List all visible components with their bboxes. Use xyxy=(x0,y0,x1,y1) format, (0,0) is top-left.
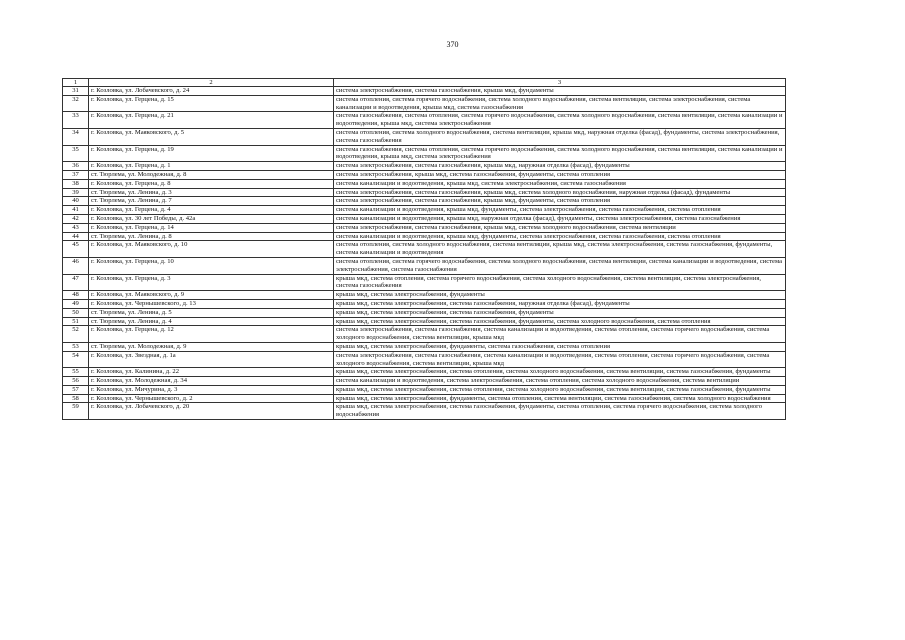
table-row xyxy=(63,112,786,129)
table-row xyxy=(63,308,786,317)
row-address: г. Козловка, ул. Чернышевского, д. 2 xyxy=(89,394,334,403)
row-address: г. Козловка, ул. Маяковского, д. 5 xyxy=(89,128,334,145)
table-row xyxy=(63,299,786,308)
row-number: 31 xyxy=(63,87,89,96)
table-row xyxy=(63,317,786,326)
table-row xyxy=(63,87,786,96)
row-number: 58 xyxy=(63,394,89,403)
table-row xyxy=(63,179,786,188)
table-row xyxy=(63,223,786,232)
table-row xyxy=(63,326,786,343)
column-header-address: 2 xyxy=(89,79,334,87)
row-address: г. Козловка, ул. Чернышевского, д. 13 xyxy=(89,299,334,308)
row-systems: система канализации и водоотведения, система электроснабжения, система отопления, система холодного водоснабжения, система вентиляции xyxy=(334,377,786,386)
row-number: 49 xyxy=(63,299,89,308)
row-number: 46 xyxy=(63,257,89,274)
row-address: г. Козловка, ул. Звездная, д. 1а xyxy=(89,351,334,368)
table-row xyxy=(63,291,786,300)
row-address: г. Козловка, ул. Молодежная, д. 34 xyxy=(89,377,334,386)
table-row xyxy=(63,403,786,420)
row-number: 48 xyxy=(63,291,89,300)
table-row xyxy=(63,232,786,241)
row-systems: система электроснабжения, система газоснабжения, крыша мкд, наружная отделка (фасад), фундаменты xyxy=(334,162,786,171)
row-address: г. Козловка, ул. Мичурина, д. 3 xyxy=(89,385,334,394)
row-systems: крыша мкд, система электроснабжения, система отопления, система холодного водоснабжения, система вентиляции, система газоснабжения, фундаменты xyxy=(334,368,786,377)
row-number: 35 xyxy=(63,145,89,162)
row-address: ст. Тюрлема, ул. Ленина, д. 5 xyxy=(89,308,334,317)
row-systems: система электроснабжения, система газоснабжения, крыша мкд, система холодного водоснабжения, система вентиляции xyxy=(334,223,786,232)
row-systems: система канализации и водоотведения, крыша мкд, фундаменты, система электроснабжения, система газоснабжения, система отопления xyxy=(334,232,786,241)
table-row xyxy=(63,274,786,291)
row-address: ст. Тюрлема, ул. Молодежная, д. 9 xyxy=(89,342,334,351)
row-systems: крыша мкд, система электроснабжения, система газоснабжения, фундаменты xyxy=(334,308,786,317)
row-number: 39 xyxy=(63,188,89,197)
building-systems-table xyxy=(62,78,786,420)
row-address: ст. Тюрлема, ул. Ленина, д. 3 xyxy=(89,188,334,197)
table-row xyxy=(63,170,786,179)
table-row xyxy=(63,128,786,145)
row-address: г. Козловка, ул. Лобачевского, д. 24 xyxy=(89,87,334,96)
row-systems: крыша мкд, система электроснабжения, фундаменты, система отопления, система вентиляции, система газоснабжения, система холодного водоснабжения xyxy=(334,394,786,403)
row-systems: система электроснабжения, система газоснабжения, система канализации и водоотведения, система отопления, система горячего водоснабжения, система холодного водоснабжения, система вентиляции, крыша мкд xyxy=(334,351,786,368)
row-number: 55 xyxy=(63,368,89,377)
row-systems: система отопления, система холодного водоснабжения, система вентиляции, крыша мкд, наружная отделка (фасад), фундаменты, система электроснабжения, система газоснабжения xyxy=(334,128,786,145)
table-row xyxy=(63,394,786,403)
row-address: ст. Тюрлема, ул. Ленина, д. 8 xyxy=(89,232,334,241)
row-number: 32 xyxy=(63,95,89,112)
row-number: 34 xyxy=(63,128,89,145)
row-address: г. Козловка, ул. Герцена, д. 1 xyxy=(89,162,334,171)
table-row xyxy=(63,197,786,206)
row-systems: система электроснабжения, система газоснабжения, система канализации и водоотведения, система отопления, система горячего водоснабжения, система холодного водоснабжения, система вентиляции, крыша мкд xyxy=(334,326,786,343)
table-row xyxy=(63,241,786,258)
row-address: г. Козловка, ул. Герцена, д. 21 xyxy=(89,112,334,129)
table-row xyxy=(63,95,786,112)
row-number: 56 xyxy=(63,377,89,386)
row-systems: крыша мкд, система электроснабжения, система газоснабжения, наружная отделка (фасад), фундаменты xyxy=(334,299,786,308)
table-header-row xyxy=(63,79,786,87)
column-header-systems: 3 xyxy=(334,79,786,87)
row-address: ст. Тюрлема, ул. Ленина, д. 4 xyxy=(89,317,334,326)
column-header-number: 1 xyxy=(63,79,89,87)
row-number: 37 xyxy=(63,170,89,179)
row-systems: крыша мкд, система электроснабжения, система отопления, система холодного водоснабжения, система вентиляции, система газоснабжения, фундаменты xyxy=(334,385,786,394)
row-systems: система газоснабжения, система отопления, система горячего водоснабжения, система холодного водоснабжения, система вентиляции, система канализации и водоотведения, крыша мкд, система электроснабжения xyxy=(334,112,786,129)
table-row xyxy=(63,385,786,394)
row-number: 41 xyxy=(63,206,89,215)
row-number: 54 xyxy=(63,351,89,368)
row-address: ст. Тюрлема, ул. Молодежная, д. 8 xyxy=(89,170,334,179)
table-row xyxy=(63,214,786,223)
table-row xyxy=(63,342,786,351)
row-number: 52 xyxy=(63,326,89,343)
row-systems: крыша мкд, система электроснабжения, система газоснабжения, фундаменты, система холодного водоснабжения, система отопления xyxy=(334,317,786,326)
row-number: 57 xyxy=(63,385,89,394)
row-number: 44 xyxy=(63,232,89,241)
table-row xyxy=(63,188,786,197)
row-number: 42 xyxy=(63,214,89,223)
row-address: г. Козловка, ул. Герцена, д. 4 xyxy=(89,206,334,215)
row-systems: система электроснабжения, система газоснабжения, крыша мкд, система холодного водоснабжения, наружная отделка (фасад), фундаменты xyxy=(334,188,786,197)
row-address: г. Козловка, ул. Герцена, д. 8 xyxy=(89,179,334,188)
row-systems: система отопления, система горячего водоснабжения, система холодного водоснабжения, система вентиляции, система канализации и водоотведения, система электроснабжения, система газоснабжения xyxy=(334,257,786,274)
row-number: 45 xyxy=(63,241,89,258)
row-number: 38 xyxy=(63,179,89,188)
row-number: 53 xyxy=(63,342,89,351)
row-number: 43 xyxy=(63,223,89,232)
row-systems: крыша мкд, система электроснабжения, фундаменты xyxy=(334,291,786,300)
table-row xyxy=(63,257,786,274)
row-systems: крыша мкд, система отопления, система горячего водоснабжения, система холодного водоснабжения, система вентиляции, система электроснабжения, система газоснабжения xyxy=(334,274,786,291)
row-address: г. Козловка, ул. Калинина, д. 22 xyxy=(89,368,334,377)
row-systems: система канализации и водоотведения, крыша мкд, фундаменты, система электроснабжения, система газоснабжения, система отопления xyxy=(334,206,786,215)
row-systems: система электроснабжения, система газоснабжения, крыша мкд, фундаменты xyxy=(334,87,786,96)
row-number: 47 xyxy=(63,274,89,291)
table-row xyxy=(63,377,786,386)
table-row xyxy=(63,351,786,368)
row-address: г. Козловка, ул. Герцена, д. 10 xyxy=(89,257,334,274)
row-number: 33 xyxy=(63,112,89,129)
row-address: г. Козловка, ул. Герцена, д. 12 xyxy=(89,326,334,343)
row-number: 59 xyxy=(63,403,89,420)
row-address: г. Козловка, ул. Маяковского, д. 9 xyxy=(89,291,334,300)
row-systems: система отопления, система холодного водоснабжения, система вентиляции, крыша мкд, система электроснабжения, система газоснабжения, фундаменты, система канализации и водоотведения xyxy=(334,241,786,258)
row-systems: крыша мкд, система электроснабжения, фундаменты, система газоснабжения, система отопления xyxy=(334,342,786,351)
row-address: г. Козловка, ул. Герцена, д. 3 xyxy=(89,274,334,291)
row-address: г. Козловка, ул. Маяковского, д. 10 xyxy=(89,241,334,258)
row-address: г. Козловка, ул. Лобачевского, д. 20 xyxy=(89,403,334,420)
table-row xyxy=(63,368,786,377)
row-systems: система электроснабжения, система газоснабжения, крыша мкд, фундаменты, система отопления xyxy=(334,197,786,206)
row-number: 50 xyxy=(63,308,89,317)
row-systems: система газоснабжения, система отопления, система горячего водоснабжения, система холодного водоснабжения, система вентиляции, система канализации и водоотведения, крыша мкд, система электроснабжения xyxy=(334,145,786,162)
row-number: 40 xyxy=(63,197,89,206)
page-number: 370 xyxy=(446,40,459,49)
row-systems: система электроснабжения, крыша мкд, система газоснабжения, фундаменты, система отопления xyxy=(334,170,786,179)
row-address: г. Козловка, ул. Герцена, д. 19 xyxy=(89,145,334,162)
row-number: 51 xyxy=(63,317,89,326)
row-systems: система канализации и водоотведения, крыша мкд, наружная отделка (фасад), фундаменты, система электроснабжения, система газоснабжения xyxy=(334,214,786,223)
row-address: г. Козловка, ул. Герцена, д. 14 xyxy=(89,223,334,232)
row-address: г. Козловка, ул. 30 лет Победы, д. 42а xyxy=(89,214,334,223)
table-row xyxy=(63,145,786,162)
table-row xyxy=(63,162,786,171)
row-address: ст. Тюрлема, ул. Ленина, д. 7 xyxy=(89,197,334,206)
row-systems: крыша мкд, система электроснабжения, система газоснабжения, фундаменты, система отопления, система горячего водоснабжения, система холодного водоснабжения xyxy=(334,403,786,420)
row-address: г. Козловка, ул. Герцена, д. 15 xyxy=(89,95,334,112)
table-row xyxy=(63,206,786,215)
row-systems: система канализации и водоотведения, крыша мкд, система электроснабжения, система газоснабжения xyxy=(334,179,786,188)
row-systems: система отопления, система горячего водоснабжения, система холодного водоснабжения, система вентиляции, система электроснабжения, система канализации и водоотведения, крыша мкд, система газоснабжения xyxy=(334,95,786,112)
row-number: 36 xyxy=(63,162,89,171)
